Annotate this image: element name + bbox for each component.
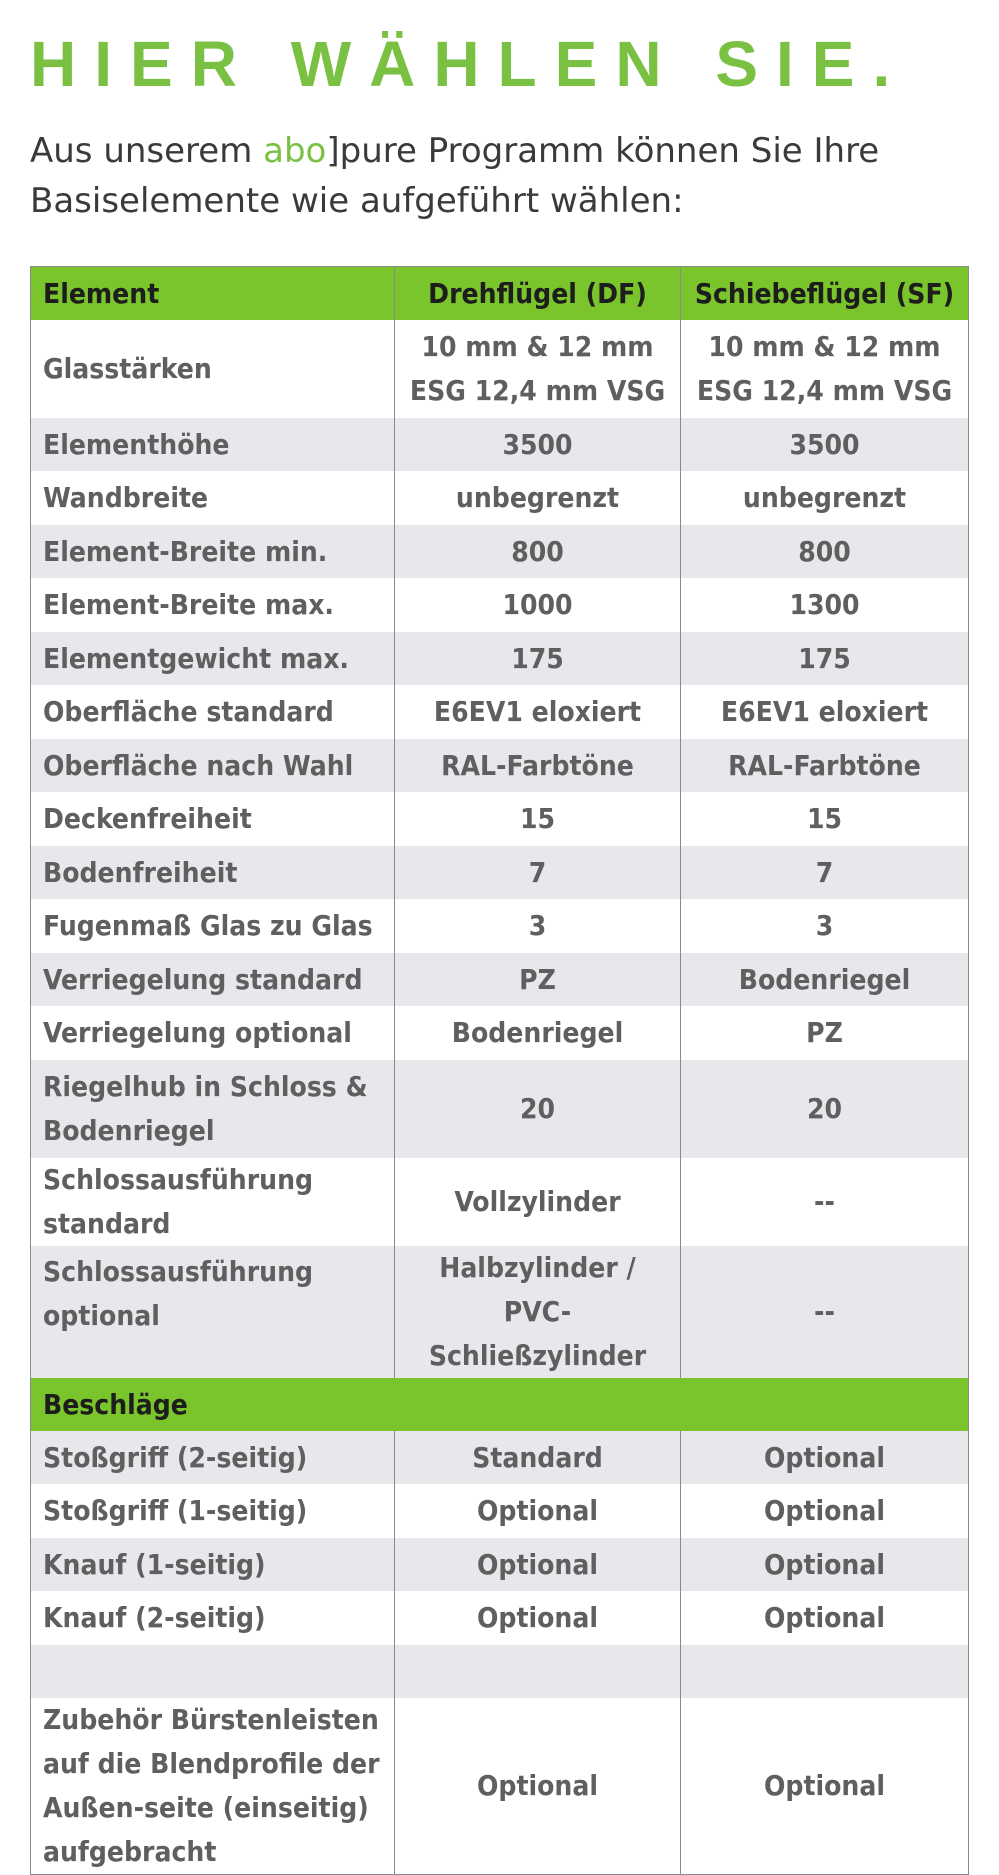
- table-row: [31, 899, 969, 953]
- row-label: Riegelhub in Schloss & Bodenriegel: [31, 1060, 395, 1158]
- row-value-sf: --: [681, 1246, 969, 1378]
- intro-post: ]pure Programm können Sie Ihre Basiselemente wie aufgeführt wählen:: [30, 131, 880, 221]
- header-element: Element: [31, 267, 395, 321]
- table-row: [31, 1158, 969, 1246]
- row-label: [31, 1645, 395, 1698]
- table-row: [31, 578, 969, 632]
- row-value-sf: Optional: [681, 1698, 969, 1875]
- section-title: Beschläge: [31, 1378, 969, 1431]
- table-row: [31, 1431, 969, 1484]
- row-value-df: PZ: [395, 953, 681, 1006]
- row-value-sf: PZ: [681, 1006, 969, 1060]
- table-row: [31, 953, 969, 1006]
- row-value-sf: Bodenriegel: [681, 953, 969, 1006]
- row-label: Stoßgriff (2-seitig): [31, 1431, 395, 1484]
- row-value-df: Bodenriegel: [395, 1006, 681, 1060]
- header-schiebefluegel: Schiebeflügel (SF): [681, 267, 969, 321]
- row-value-df: Optional: [395, 1484, 681, 1538]
- row-label: Schlossausführung standard: [31, 1158, 395, 1246]
- row-value-sf: 3500: [681, 418, 969, 471]
- row-value-df: E6EV1 eloxiert: [395, 685, 681, 739]
- section-header-row: [31, 1378, 969, 1431]
- row-value-sf: 10 mm & 12 mm ESG 12,4 mm VSG: [681, 320, 969, 418]
- row-value-df: 15: [395, 792, 681, 846]
- row-value-df: Halbzylinder / PVC-Schließzylinder: [395, 1246, 681, 1378]
- row-value-sf: Optional: [681, 1484, 969, 1538]
- row-label: Fugenmaß Glas zu Glas: [31, 899, 395, 953]
- intro-pre: Aus unserem: [30, 131, 264, 171]
- row-label: Stoßgriff (1-seitig): [31, 1484, 395, 1538]
- row-value-sf: 3: [681, 899, 969, 953]
- row-value-sf: 20: [681, 1060, 969, 1158]
- table-row: [31, 1484, 969, 1538]
- table-row: [31, 1060, 969, 1158]
- row-value-df: Optional: [395, 1538, 681, 1591]
- table-row-empty: [31, 1645, 969, 1698]
- table-row: [31, 1246, 969, 1378]
- row-value-sf: 15: [681, 792, 969, 846]
- table-row: [31, 739, 969, 792]
- row-label: Deckenfreiheit: [31, 792, 395, 846]
- row-label: Element-Breite max.: [31, 578, 395, 632]
- row-value-sf: --: [681, 1158, 969, 1246]
- row-value-sf: Optional: [681, 1591, 969, 1645]
- row-label: Elementhöhe: [31, 418, 395, 471]
- brand-name: abo: [263, 131, 327, 171]
- row-value-df: 20: [395, 1060, 681, 1158]
- row-label: Wandbreite: [31, 471, 395, 525]
- table-row: [31, 685, 969, 739]
- spec-table: [30, 266, 969, 1875]
- row-value-sf: 800: [681, 525, 969, 578]
- row-value-df: 175: [395, 632, 681, 685]
- table-header-row: [31, 267, 969, 321]
- row-value-sf: Optional: [681, 1431, 969, 1484]
- row-value-df: 7: [395, 846, 681, 899]
- row-label: Schlossausführung optional: [31, 1246, 395, 1378]
- row-value-sf: 1300: [681, 578, 969, 632]
- intro-text: [30, 126, 930, 226]
- row-label: Verriegelung standard: [31, 953, 395, 1006]
- row-value-sf: 175: [681, 632, 969, 685]
- row-value-df: 3: [395, 899, 681, 953]
- row-value-df: 10 mm & 12 mm ESG 12,4 mm VSG: [395, 320, 681, 418]
- row-value-df: unbegrenzt: [395, 471, 681, 525]
- row-value-df: 1000: [395, 578, 681, 632]
- row-value-df: 3500: [395, 418, 681, 471]
- table-row: [31, 525, 969, 578]
- row-label: Knauf (2-seitig): [31, 1591, 395, 1645]
- table-row: [31, 471, 969, 525]
- row-value-df: 800: [395, 525, 681, 578]
- table-row: [31, 1006, 969, 1060]
- row-label: Element-Breite min.: [31, 525, 395, 578]
- row-label: Oberfläche nach Wahl: [31, 739, 395, 792]
- header-drehfluegel: Drehflügel (DF): [395, 267, 681, 321]
- row-value-df: Optional: [395, 1698, 681, 1875]
- row-label: Verriegelung optional: [31, 1006, 395, 1060]
- row-value-sf: Optional: [681, 1538, 969, 1591]
- table-row: [31, 846, 969, 899]
- row-value-df: RAL-Farbtöne: [395, 739, 681, 792]
- row-value-sf: RAL-Farbtöne: [681, 739, 969, 792]
- row-value-sf: E6EV1 eloxiert: [681, 685, 969, 739]
- row-value-sf: [681, 1645, 969, 1698]
- row-label: Bodenfreiheit: [31, 846, 395, 899]
- row-label: Elementgewicht max.: [31, 632, 395, 685]
- row-value-df: [395, 1645, 681, 1698]
- table-row: [31, 1591, 969, 1645]
- table-row: [31, 1698, 969, 1875]
- row-label: Zubehör Bürstenleisten auf die Blendprofile der Außen-seite (einseitig) aufgebracht: [31, 1698, 395, 1875]
- row-value-df: Standard: [395, 1431, 681, 1484]
- row-value-sf: 7: [681, 846, 969, 899]
- row-value-df: Optional: [395, 1591, 681, 1645]
- row-label: Glasstärken: [31, 320, 395, 418]
- table-row: [31, 632, 969, 685]
- table-row: [31, 792, 969, 846]
- row-label: Oberfläche standard: [31, 685, 395, 739]
- row-value-sf: unbegrenzt: [681, 471, 969, 525]
- page-title: HIER WÄHLEN SIE.: [30, 28, 909, 100]
- row-label: Knauf (1-seitig): [31, 1538, 395, 1591]
- table-row: [31, 1538, 969, 1591]
- table-row: [31, 320, 969, 418]
- row-value-df: Vollzylinder: [395, 1158, 681, 1246]
- table-row: [31, 418, 969, 471]
